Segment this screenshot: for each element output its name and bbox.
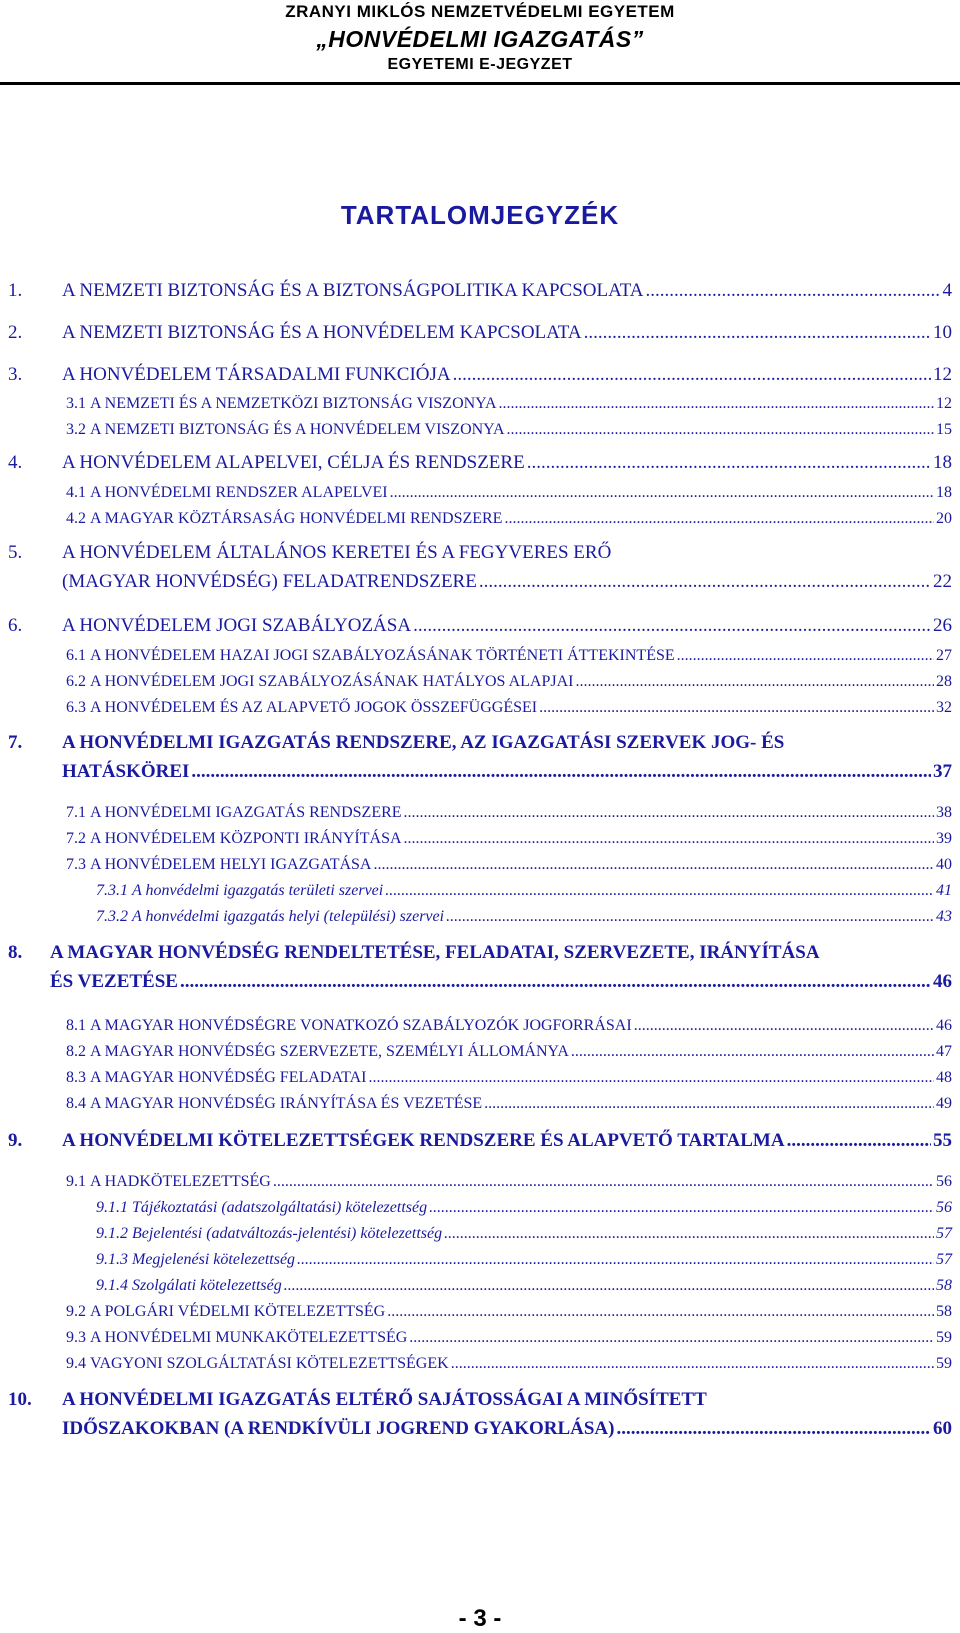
dot-leader: [444, 1225, 934, 1243]
entry-number: 9.2: [66, 1303, 86, 1320]
entry-text: HATÁSKÖREI: [62, 761, 190, 782]
entry-page: 26: [933, 615, 952, 636]
entry-text: A NEMZETI BIZTONSÁG ÉS A HONVÉDELEM KAPCSOLATA: [62, 322, 582, 343]
entry-page: 40: [936, 856, 952, 873]
toc-entry-7[interactable]: [0, 732, 960, 788]
toc-entry-9-3[interactable]: [0, 1329, 960, 1353]
entry-number: 4.: [8, 452, 23, 473]
dot-leader: [527, 452, 931, 474]
entry-text: A HONVÉDELEM ALAPELVEI, CÉLJA ÉS RENDSZERE: [62, 452, 525, 473]
toc-entry-3-1[interactable]: [0, 395, 960, 419]
dot-leader: [479, 571, 931, 593]
toc-entry-6[interactable]: [0, 615, 960, 639]
dot-leader: [634, 1017, 934, 1035]
entry-text: IDŐSZAKOKBAN (A RENDKÍVÜLI JOGREND GYAKORLÁSA): [62, 1418, 615, 1439]
dot-leader: [429, 1199, 934, 1217]
entry-text: 6.1 A HONVÉDELEM HAZAI JOGI SZABÁLYOZÁSÁNAK TÖRTÉNETI ÁTTEKINTÉSE: [66, 647, 675, 664]
entry-text: (MAGYAR HONVÉDSÉG) FELADATRENDSZERE: [62, 571, 477, 592]
dot-leader: [539, 699, 934, 717]
toc-entry-9-1-1[interactable]: [0, 1199, 960, 1223]
entry-page: 59: [936, 1329, 952, 1346]
dot-leader: [297, 1251, 934, 1269]
toc-entry-10[interactable]: [0, 1389, 960, 1445]
toc-entry-4-1[interactable]: [0, 484, 960, 508]
dot-leader: [390, 484, 934, 502]
entry-page: 15: [936, 421, 952, 438]
entry-page: 58: [936, 1303, 952, 1320]
entry-number: 3.1: [66, 395, 86, 412]
entry-page: 59: [936, 1355, 952, 1372]
entry-page: 60: [933, 1418, 952, 1439]
dot-leader: [404, 804, 934, 822]
entry-text: 4.2 A MAGYAR KÖZTÁRSASÁG HONVÉDELMI RENDSZERE: [66, 510, 503, 527]
entry-text: A HONVÉDELMI KÖTELEZETTSÉGEK RENDSZERE ÉS ALAPVETŐ TARTALMA: [62, 1130, 785, 1151]
university-name: ZRANYI MIKLÓS NEMZETVÉDELMI EGYETEM: [285, 2, 675, 21]
toc-entry-9-1-3[interactable]: [0, 1251, 960, 1275]
entry-number: 4.1: [66, 484, 86, 501]
entry-text-line1: A HONVÉDELMI IGAZGATÁS RENDSZERE, AZ IGAZGATÁSI SZERVEK JOG- ÉS: [62, 732, 785, 753]
entry-number: 5.: [8, 542, 23, 563]
entry-text: 9.3 A HONVÉDELMI MUNKAKÖTELEZETTSÉG: [66, 1329, 408, 1346]
entry-number: 7.: [8, 732, 23, 753]
entry-page: 18: [933, 452, 952, 473]
dot-leader: [507, 421, 934, 439]
entry-text: 9.1.3 Megjelenési kötelezettség: [96, 1251, 296, 1268]
toc-entry-7-2[interactable]: [0, 830, 960, 854]
toc-entry-9-1[interactable]: [0, 1173, 960, 1197]
dot-leader: [616, 1418, 931, 1440]
entry-number: 7.2: [66, 830, 86, 847]
entry-page: 37: [933, 761, 952, 782]
entry-text: 3.1 A NEMZETI ÉS A NEMZETKÖZI BIZTONSÁG VISZONYA: [66, 395, 497, 412]
entry-text-line1: A MAGYAR HONVÉDSÉG RENDELTETÉSE, FELADATAI, SZERVEZETE, IRÁNYÍTÁSA: [50, 942, 820, 963]
entry-number: 8.3: [66, 1069, 86, 1086]
header-divider: [0, 82, 960, 85]
entry-page: 12: [936, 395, 952, 412]
document-title: „HONVÉDELMI IGAZGATÁS”: [316, 26, 644, 52]
dot-leader: [284, 1277, 934, 1295]
entry-number: 3.: [8, 364, 23, 385]
dot-leader: [575, 673, 934, 691]
entry-number: 9.1.1: [96, 1199, 128, 1216]
entry-page: 18: [936, 484, 952, 501]
entry-text: 9.1.4 Szolgálati kötelezettség: [96, 1277, 282, 1294]
dot-leader: [451, 1355, 934, 1373]
entry-page: 28: [936, 673, 952, 690]
dot-leader: [191, 761, 931, 783]
entry-page: 47: [936, 1043, 952, 1060]
entry-page: 32: [936, 699, 952, 716]
entry-page: 41: [936, 882, 952, 899]
entry-number: 9.: [8, 1130, 23, 1151]
entry-text: 7.2 A HONVÉDELEM KÖZPONTI IRÁNYÍTÁSA: [66, 830, 402, 847]
dot-leader: [369, 1069, 935, 1087]
toc-entry-8-3[interactable]: [0, 1069, 960, 1093]
entry-page: 10: [933, 322, 952, 343]
entry-number: 7.3: [66, 856, 86, 873]
toc-entry-9-4[interactable]: [0, 1355, 960, 1379]
entry-page: 55: [933, 1130, 952, 1151]
entry-page: 48: [936, 1069, 952, 1086]
entry-page: 46: [936, 1017, 952, 1034]
dot-leader: [584, 322, 931, 344]
entry-text: A NEMZETI BIZTONSÁG ÉS A BIZTONSÁGPOLITIKA KAPCSOLATA: [62, 280, 644, 301]
entry-number: 4.2: [66, 510, 86, 527]
toc-entry-7-3-2[interactable]: [0, 908, 960, 932]
toc-entry-8-1[interactable]: [0, 1017, 960, 1041]
entry-page: 22: [933, 571, 952, 592]
toc-entry-2[interactable]: [0, 322, 960, 346]
entry-number: 7.3.2: [96, 908, 128, 925]
entry-text: 8.3 A MAGYAR HONVÉDSÉG FELADATAI: [66, 1069, 367, 1086]
entry-text: 7.3 A HONVÉDELEM HELYI IGAZGATÁSA: [66, 856, 372, 873]
entry-text: ÉS VEZETÉSE: [50, 971, 178, 992]
entry-number: 8.4: [66, 1095, 86, 1112]
dot-leader: [373, 856, 934, 874]
entry-number: 9.4: [66, 1355, 86, 1372]
entry-page: 56: [936, 1199, 952, 1216]
entry-page: 49: [936, 1095, 952, 1112]
dot-leader: [646, 280, 941, 302]
toc-entry-7-3-1[interactable]: [0, 882, 960, 906]
entry-page: 39: [936, 830, 952, 847]
entry-number: 6.3: [66, 699, 86, 716]
toc-entry-7-3[interactable]: [0, 856, 960, 880]
entry-page: 20: [936, 510, 952, 527]
toc-entry-8-4[interactable]: [0, 1095, 960, 1119]
toc-entry-8-2[interactable]: [0, 1043, 960, 1067]
entry-number: 2.: [8, 322, 23, 343]
entry-number: 1.: [8, 280, 23, 301]
entry-text: 9.1.2 Bejelentési (adatváltozás-jelentési) kötelezettség: [96, 1225, 443, 1242]
toc-entry-1[interactable]: [0, 280, 960, 304]
toc-entry-5[interactable]: [0, 542, 960, 598]
dot-leader: [453, 364, 931, 386]
entry-text: 7.3.2 A honvédelmi igazgatás helyi (települési) szervei: [96, 908, 445, 925]
dot-leader: [499, 395, 934, 413]
page-number: - 3 -: [458, 1605, 502, 1632]
dot-leader: [484, 1095, 934, 1113]
entry-text: 4.1 A HONVÉDELMI RENDSZER ALAPELVEI: [66, 484, 388, 501]
entry-number: 10.: [8, 1389, 32, 1410]
toc-entry-7-1[interactable]: [0, 804, 960, 828]
toc-entry-9-1-2[interactable]: [0, 1225, 960, 1249]
toc-entry-3-2[interactable]: [0, 421, 960, 445]
toc-entry-4[interactable]: [0, 452, 960, 476]
entry-page: 43: [936, 908, 952, 925]
entry-text: 7.3.1 A honvédelmi igazgatás területi szervei: [96, 882, 384, 899]
entry-text: A HONVÉDELEM TÁRSADALMI FUNKCIÓJA: [62, 364, 451, 385]
entry-number: 9.1.4: [96, 1277, 128, 1294]
dot-leader: [180, 971, 931, 993]
dot-leader: [413, 615, 931, 637]
entry-text-line1: A HONVÉDELEM ÁLTALÁNOS KERETEI ÉS A FEGYVERES ERŐ: [62, 542, 612, 563]
entry-text: 8.4 A MAGYAR HONVÉDSÉG IRÁNYÍTÁSA ÉS VEZETÉSE: [66, 1095, 483, 1112]
entry-page: 38: [936, 804, 952, 821]
entry-number: 6.: [8, 615, 23, 636]
entry-text: 9.2 A POLGÁRI VÉDELMI KÖTELEZETTSÉG: [66, 1303, 386, 1320]
entry-number: 3.2: [66, 421, 86, 438]
entry-text: 8.2 A MAGYAR HONVÉDSÉG SZERVEZETE, SZEMÉLYI ÁLLOMÁNYA: [66, 1043, 569, 1060]
entry-text: 6.2 A HONVÉDELEM JOGI SZABÁLYOZÁSÁNAK HATÁLYOS ALAPJAI: [66, 673, 574, 690]
entry-number: 9.1: [66, 1173, 86, 1190]
toc-entry-4-2[interactable]: [0, 510, 960, 534]
entry-number: 9.3: [66, 1329, 86, 1346]
dot-leader: [571, 1043, 934, 1061]
entry-page: 12: [933, 364, 952, 385]
entry-page: 27: [936, 647, 952, 664]
entry-page: 58: [936, 1277, 952, 1294]
toc-entry-9[interactable]: [0, 1130, 960, 1154]
dot-leader: [677, 647, 934, 665]
entry-number: 6.2: [66, 673, 86, 690]
entry-page: 46: [933, 971, 952, 992]
toc-entry-8[interactable]: [0, 942, 960, 998]
toc-entry-6-1[interactable]: [0, 647, 960, 671]
toc-entry-3[interactable]: [0, 364, 960, 388]
toc-entry-6-2[interactable]: [0, 673, 960, 697]
dot-leader: [504, 510, 934, 528]
toc-entry-9-2[interactable]: [0, 1303, 960, 1327]
entry-text: 3.2 A NEMZETI BIZTONSÁG ÉS A HONVÉDELEM VISZONYA: [66, 421, 505, 438]
entry-text: 9.4 VAGYONI SZOLGÁLTATÁSI KÖTELEZETTSÉGEK: [66, 1355, 449, 1372]
entry-number: 9.1.3: [96, 1251, 128, 1268]
dot-leader: [273, 1173, 934, 1191]
entry-number: 7.1: [66, 804, 86, 821]
dot-leader: [404, 830, 934, 848]
entry-number: 9.1.2: [96, 1225, 128, 1242]
entry-number: 8.1: [66, 1017, 86, 1034]
entry-page: 56: [936, 1173, 952, 1190]
entry-text: 8.1 A MAGYAR HONVÉDSÉGRE VONATKOZÓ SZABÁLYOZÓK JOGFORRÁSAI: [66, 1017, 632, 1034]
entry-text: A HONVÉDELEM JOGI SZABÁLYOZÁSA: [62, 615, 412, 636]
dot-leader: [385, 882, 934, 900]
toc-title: TARTALOMJEGYZÉK: [340, 200, 620, 230]
entry-number: 7.3.1: [96, 882, 128, 899]
entry-text: 9.1 A HADKÖTELEZETTSÉG: [66, 1173, 271, 1190]
toc-entry-6-3[interactable]: [0, 699, 960, 723]
dot-leader: [787, 1130, 931, 1152]
toc-entry-9-1-4[interactable]: [0, 1277, 960, 1301]
entry-page: 4: [942, 280, 952, 301]
entry-number: 8.2: [66, 1043, 86, 1060]
entry-page: 57: [936, 1225, 952, 1242]
entry-text-line1: A HONVÉDELMI IGAZGATÁS ELTÉRŐ SAJÁTOSSÁGAI A MINŐSÍTETT: [62, 1389, 707, 1410]
entry-number: 8.: [8, 942, 23, 963]
entry-text: 7.1 A HONVÉDELMI IGAZGATÁS RENDSZERE: [66, 804, 402, 821]
entry-page: 57: [936, 1251, 952, 1268]
entry-number: 6.1: [66, 647, 86, 664]
entry-text: 9.1.1 Tájékoztatási (adatszolgáltatási) kötelezettség: [96, 1199, 428, 1216]
entry-text: 6.3 A HONVÉDELEM ÉS AZ ALAPVETŐ JOGOK ÖSSZEFÜGGÉSEI: [66, 699, 538, 716]
dot-leader: [446, 908, 934, 926]
document-type: EGYETEMI E-JEGYZET: [387, 56, 573, 73]
dot-leader: [387, 1303, 934, 1321]
dot-leader: [409, 1329, 934, 1347]
